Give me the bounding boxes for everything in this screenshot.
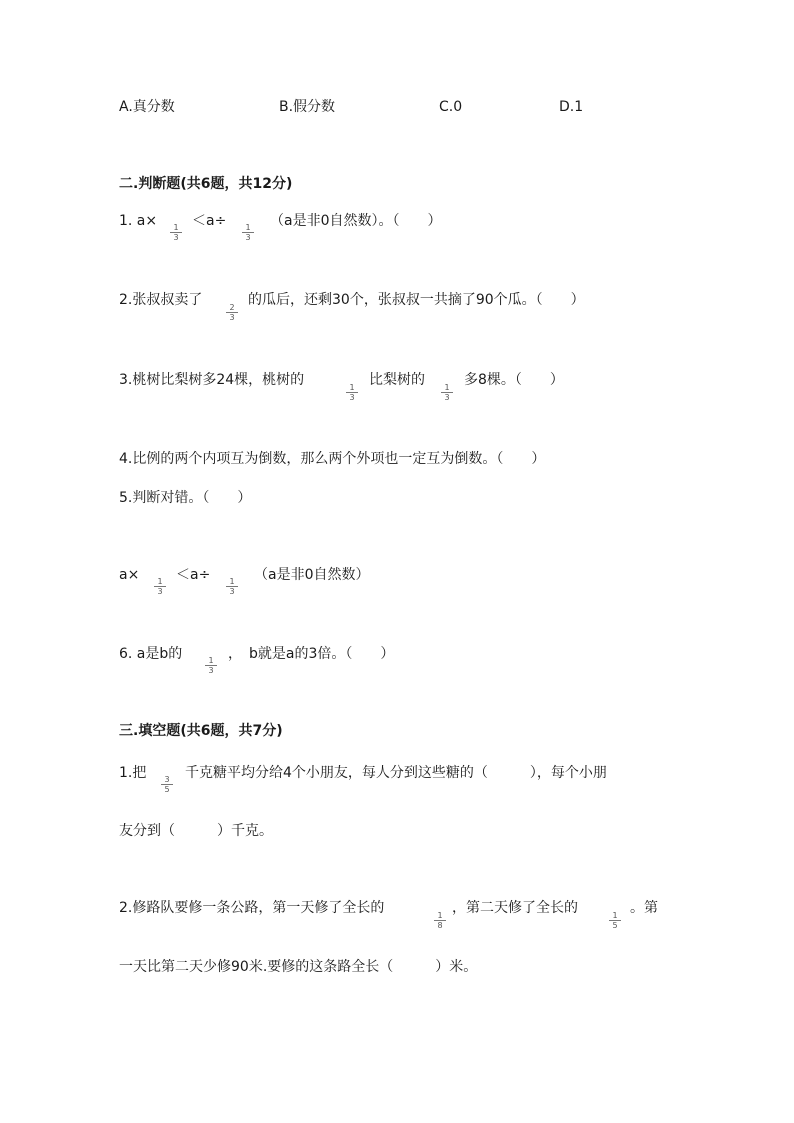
s3-q2-fraction-a <box>434 911 446 930</box>
fraction-denominator: 3 <box>229 587 235 596</box>
fraction-denominator: 3 <box>208 666 214 675</box>
s2-q5-prefix: a× <box>119 567 140 583</box>
fraction-numerator: 1 <box>346 383 358 393</box>
fraction-denominator: 8 <box>437 921 443 930</box>
fraction-numerator: 1 <box>154 577 166 587</box>
option-d: D.1 <box>559 99 584 115</box>
fraction-numerator: 1 <box>226 577 238 587</box>
section3-heading: 三.填空题(共6题，共7分) <box>119 723 283 739</box>
s2-q2-fraction <box>226 303 238 322</box>
fraction-numerator: 1 <box>242 223 254 233</box>
s2-q1-suffix: （a是非0自然数）。（ ） <box>270 213 442 229</box>
fraction-denominator: 3 <box>157 587 163 596</box>
option-c: C.0 <box>439 99 463 115</box>
fraction-numerator: 1 <box>434 911 446 921</box>
s2-q1-lt: ＜a÷ <box>192 213 227 229</box>
s2-q3-fraction-b <box>441 383 453 402</box>
fraction-denominator: 3 <box>173 233 179 242</box>
s2-q3-fraction-a <box>346 383 358 402</box>
s2-q1-fraction-b <box>242 223 254 242</box>
s2-q5-fraction-b <box>226 577 238 596</box>
fraction-denominator: 3 <box>349 393 355 402</box>
s2-q4-text: 4.比例的两个内项互为倒数，那么两个外项也一定互为倒数。（ ） <box>119 451 546 467</box>
s3-q1-suffix: 千克糖平均分给4个小朋友，每人分到这些糖的（ ），每个小朋 <box>185 765 607 781</box>
s2-q2-prefix: 2.张叔叔卖了 <box>119 292 203 308</box>
s2-q1-prefix: 1. a× <box>119 213 158 229</box>
s2-q3-prefix: 3.桃树比梨树多24棵，桃树的 <box>119 372 305 388</box>
fraction-denominator: 3 <box>245 233 251 242</box>
s3-q2-prefix: 2.修路队要修一条公路，第一天修了全长的 <box>119 900 385 916</box>
s2-q2-suffix: 的瓜后，还剩30个，张叔叔一共摘了90个瓜。（ ） <box>248 292 585 308</box>
fraction-denominator: 5 <box>164 785 170 794</box>
s2-q1-fraction-a <box>170 223 182 242</box>
fraction-numerator: 1 <box>609 911 621 921</box>
s2-q6-suffix: ， b就是a的3倍。（ ） <box>228 646 395 662</box>
s2-q3-suffix: 多8棵。（ ） <box>464 372 564 388</box>
s2-q3-middle: 比梨树的 <box>369 372 425 388</box>
fraction-numerator: 1 <box>441 383 453 393</box>
fraction-numerator: 1 <box>170 223 182 233</box>
fraction-denominator: 3 <box>444 393 450 402</box>
s2-q5-fraction-a <box>154 577 166 596</box>
s2-q5-lt: ＜a÷ <box>176 567 211 583</box>
s3-q2-middle: ，第二天修了全长的 <box>452 900 578 916</box>
section2-heading: 二.判断题(共6题，共12分) <box>119 176 293 192</box>
s3-q2-suffix: 。第 <box>630 900 658 916</box>
option-b: B.假分数 <box>279 99 336 115</box>
fraction-denominator: 3 <box>229 313 235 322</box>
s2-q6-prefix: 6. a是b的 <box>119 646 183 662</box>
fraction-numerator: 3 <box>161 775 173 785</box>
s3-q1-line2: 友分到（ ）千克。 <box>119 823 273 839</box>
fraction-numerator: 2 <box>226 303 238 313</box>
fraction-numerator: 1 <box>205 656 217 666</box>
s3-q1-fraction <box>161 775 173 794</box>
s3-q2-line2: 一天比第二天少修90米.要修的这条路全长（ ）米。 <box>119 959 478 975</box>
option-a: A.真分数 <box>119 99 175 115</box>
s3-q2-fraction-b <box>609 911 621 930</box>
s3-q1-prefix: 1.把 <box>119 765 147 781</box>
s2-q6-fraction <box>205 656 217 675</box>
fraction-denominator: 5 <box>612 921 618 930</box>
s2-q5-suffix: （a是非0自然数） <box>254 567 370 583</box>
s2-q5-text: 5.判断对错。（ ） <box>119 490 252 506</box>
